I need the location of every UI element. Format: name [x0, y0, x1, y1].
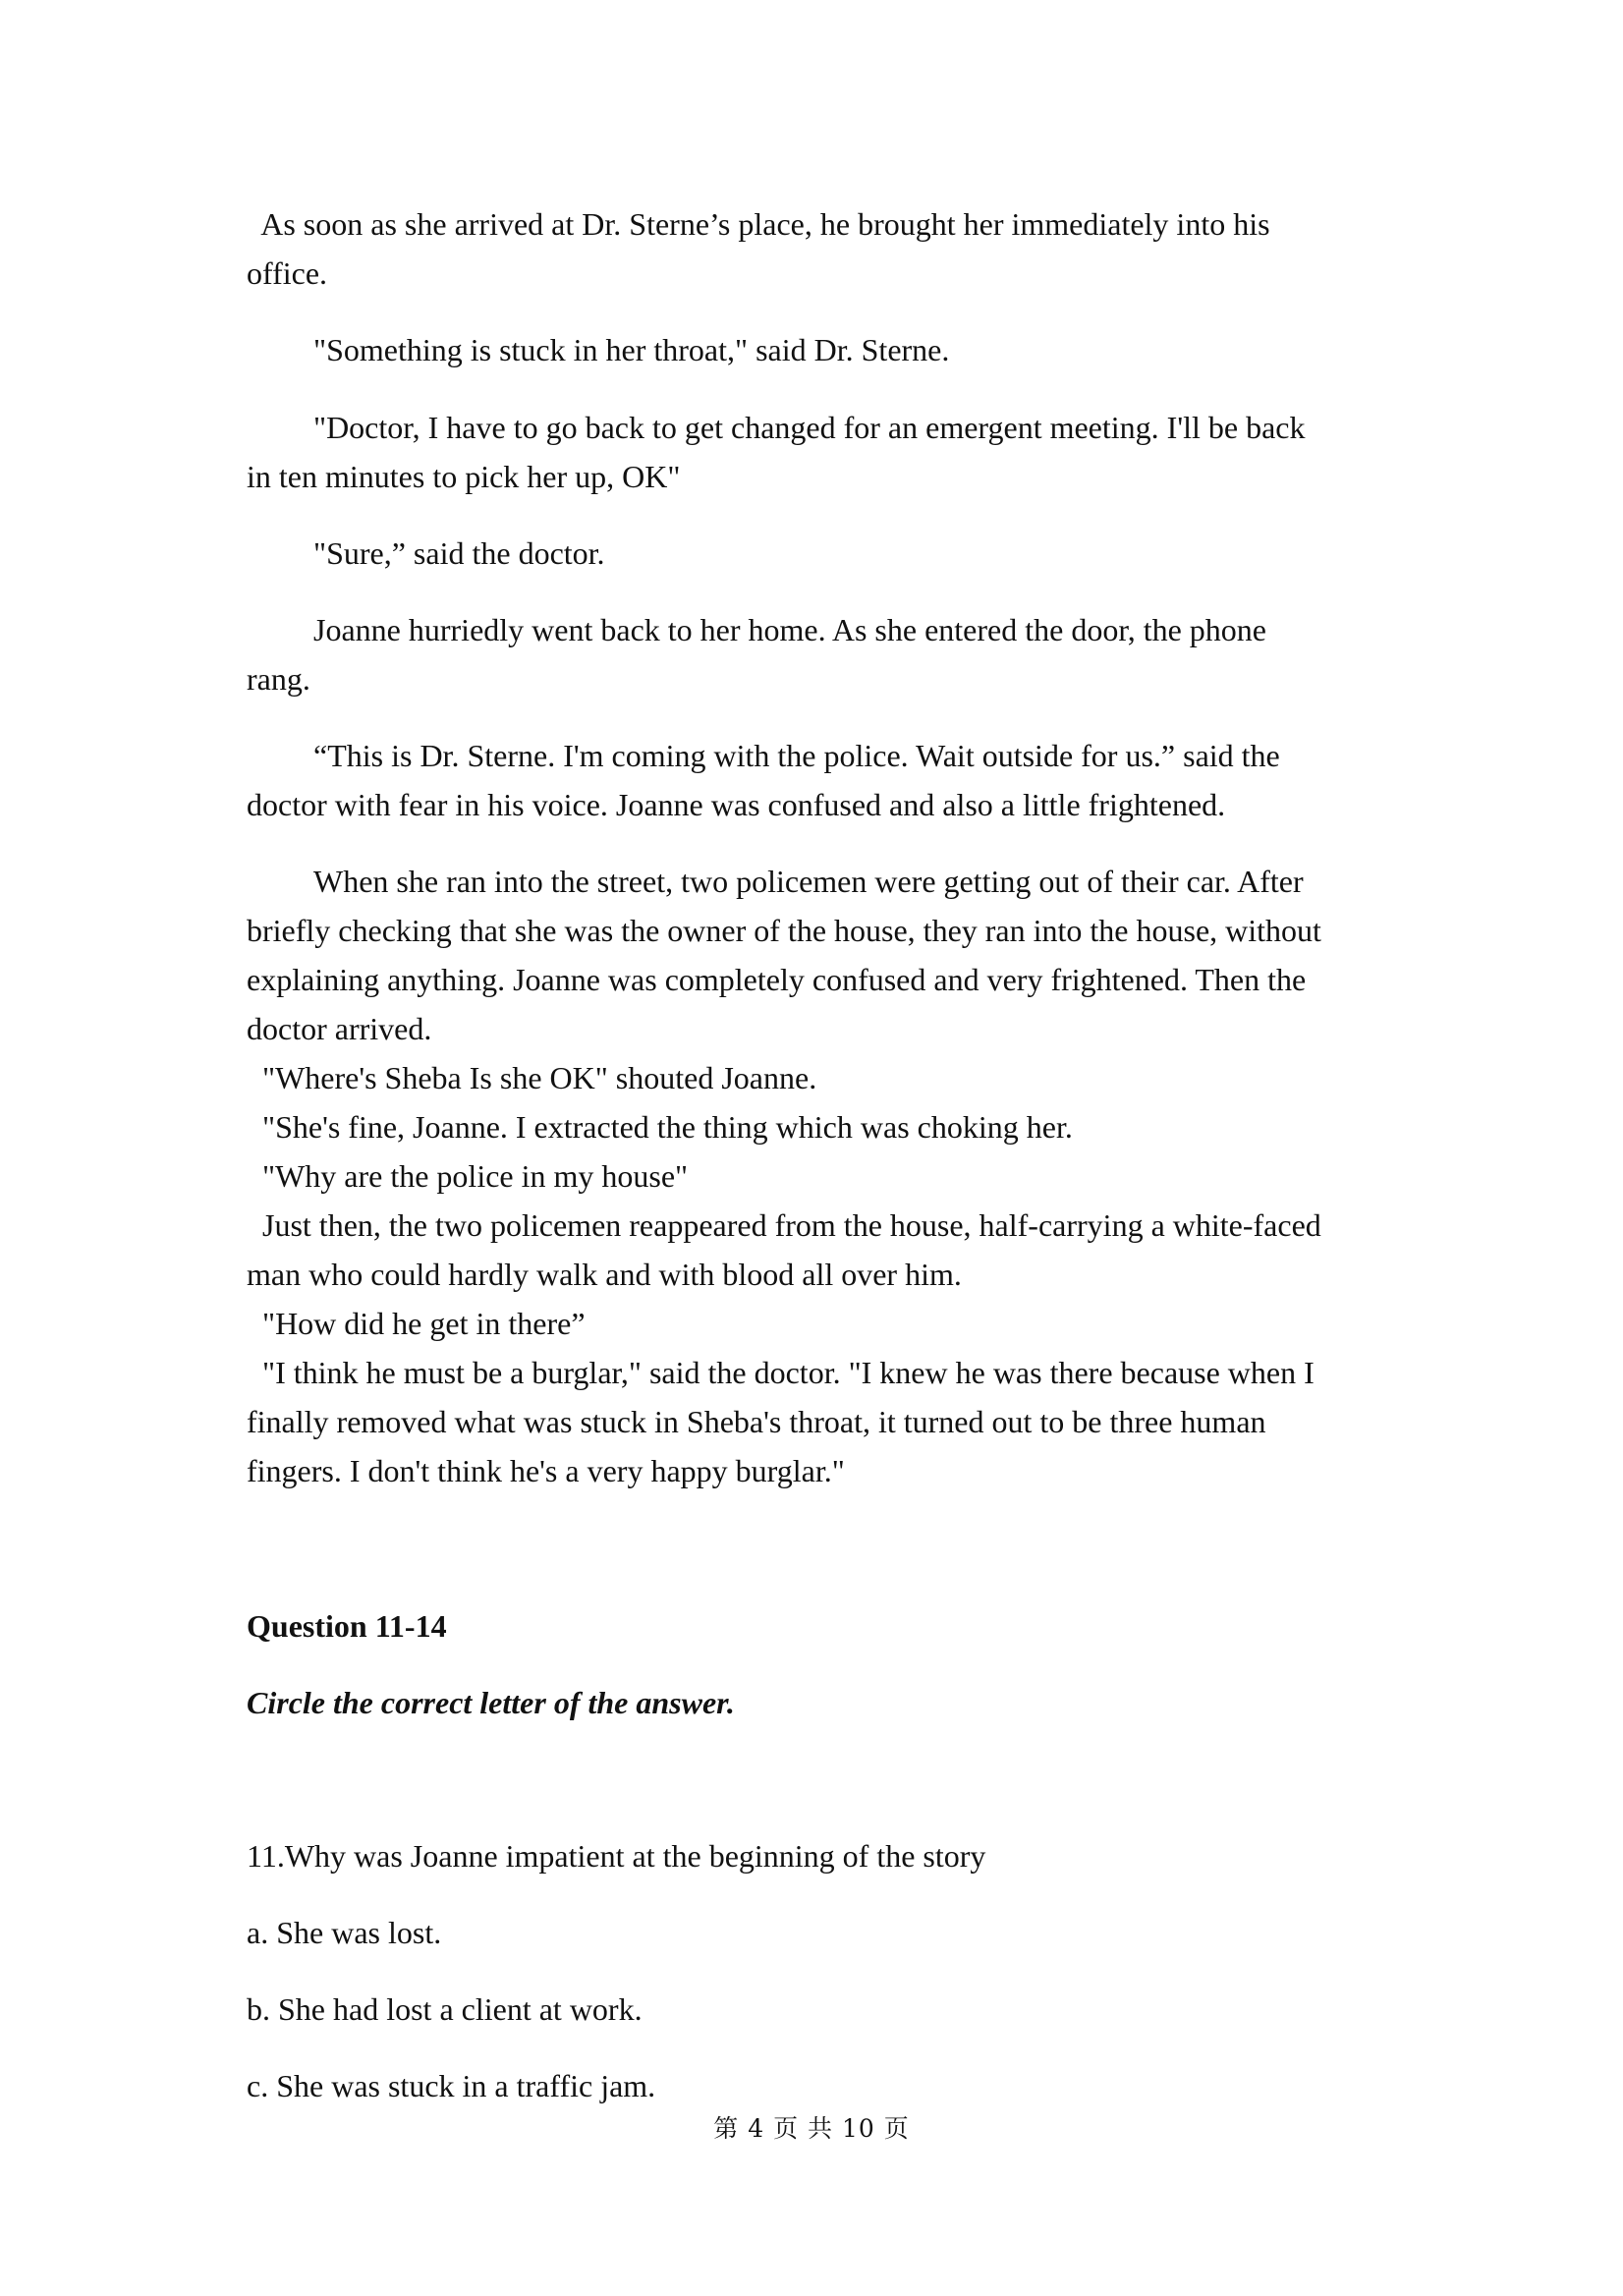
text-line: "Where's Sheba Is she OK" shouted Joanne. [262, 1060, 817, 1095]
text-line: finally removed what was stuck in Sheba's throat, it turned out to be three human [247, 1404, 1266, 1439]
text-line: office. [247, 255, 328, 291]
story-paragraph-3 [247, 403, 1381, 501]
story-paragraph-1 [247, 199, 1381, 298]
text-line: "Doctor, I have to go back to get changed for an emergent meeting. I'll be back [313, 410, 1306, 445]
question-11-option-c[interactable]: c. She was stuck in a traffic jam. [247, 2068, 656, 2103]
question-instruction: Circle the correct letter of the answer. [247, 1685, 735, 1720]
question-11-option-b[interactable]: b. She had lost a client at work. [247, 1991, 643, 2027]
story-paragraph-5 [247, 605, 1381, 703]
text-line: "She's fine, Joanne. I extracted the thing which was choking her. [262, 1109, 1073, 1145]
text-line: fingers. I don't think he's a very happy burglar." [247, 1453, 845, 1488]
text-line: When she ran into the street, two policemen were getting out of their car. After [313, 864, 1304, 899]
text-line: "How did he get in there” [262, 1306, 586, 1341]
page-number-footer: 第 4 页 共 10 页 [713, 2114, 910, 2143]
text-line: “This is Dr. Sterne. I'm coming with the police. Wait outside for us.” said the [313, 738, 1280, 773]
text-line: Just then, the two policemen reappeared from the house, half-carrying a white-faced [262, 1207, 1321, 1243]
text-line: "I think he must be a burglar," said the doctor. "I knew he was there because when I [262, 1355, 1315, 1390]
text-line: in ten minutes to pick her up, OK" [247, 459, 681, 494]
text-line: "Something is stuck in her throat," said Dr. Sterne. [313, 332, 950, 367]
story-paragraph-2 [247, 325, 1448, 374]
story-paragraph-4 [247, 529, 1448, 578]
text-line: "Sure,” said the doctor. [313, 535, 605, 571]
text-line: briefly checking that she was the owner of the house, they ran into the house, without [247, 913, 1321, 948]
question-heading: Question 11-14 [247, 1608, 447, 1644]
question-11-prompt: 11.Why was Joanne impatient at the beginning of the story [247, 1838, 986, 1874]
text-line: doctor with fear in his voice. Joanne was confused and also a little frightened. [247, 787, 1226, 822]
text-line: rang. [247, 661, 310, 697]
text-line: "Why are the police in my house" [262, 1158, 689, 1194]
text-line: As soon as she arrived at Dr. Sterne’s place, he brought her immediately into his [247, 206, 1270, 242]
question-11-option-a[interactable]: a. She was lost. [247, 1915, 442, 1950]
text-line: explaining anything. Joanne was completely confused and very frightened. Then the [247, 962, 1307, 997]
text-line: doctor arrived. [247, 1011, 432, 1046]
story-paragraph-6 [247, 731, 1381, 829]
text-line: Joanne hurriedly went back to her home. As she entered the door, the phone [313, 612, 1266, 647]
story-paragraph-7 [247, 857, 1381, 1495]
text-line: man who could hardly walk and with blood all over him. [247, 1257, 962, 1292]
